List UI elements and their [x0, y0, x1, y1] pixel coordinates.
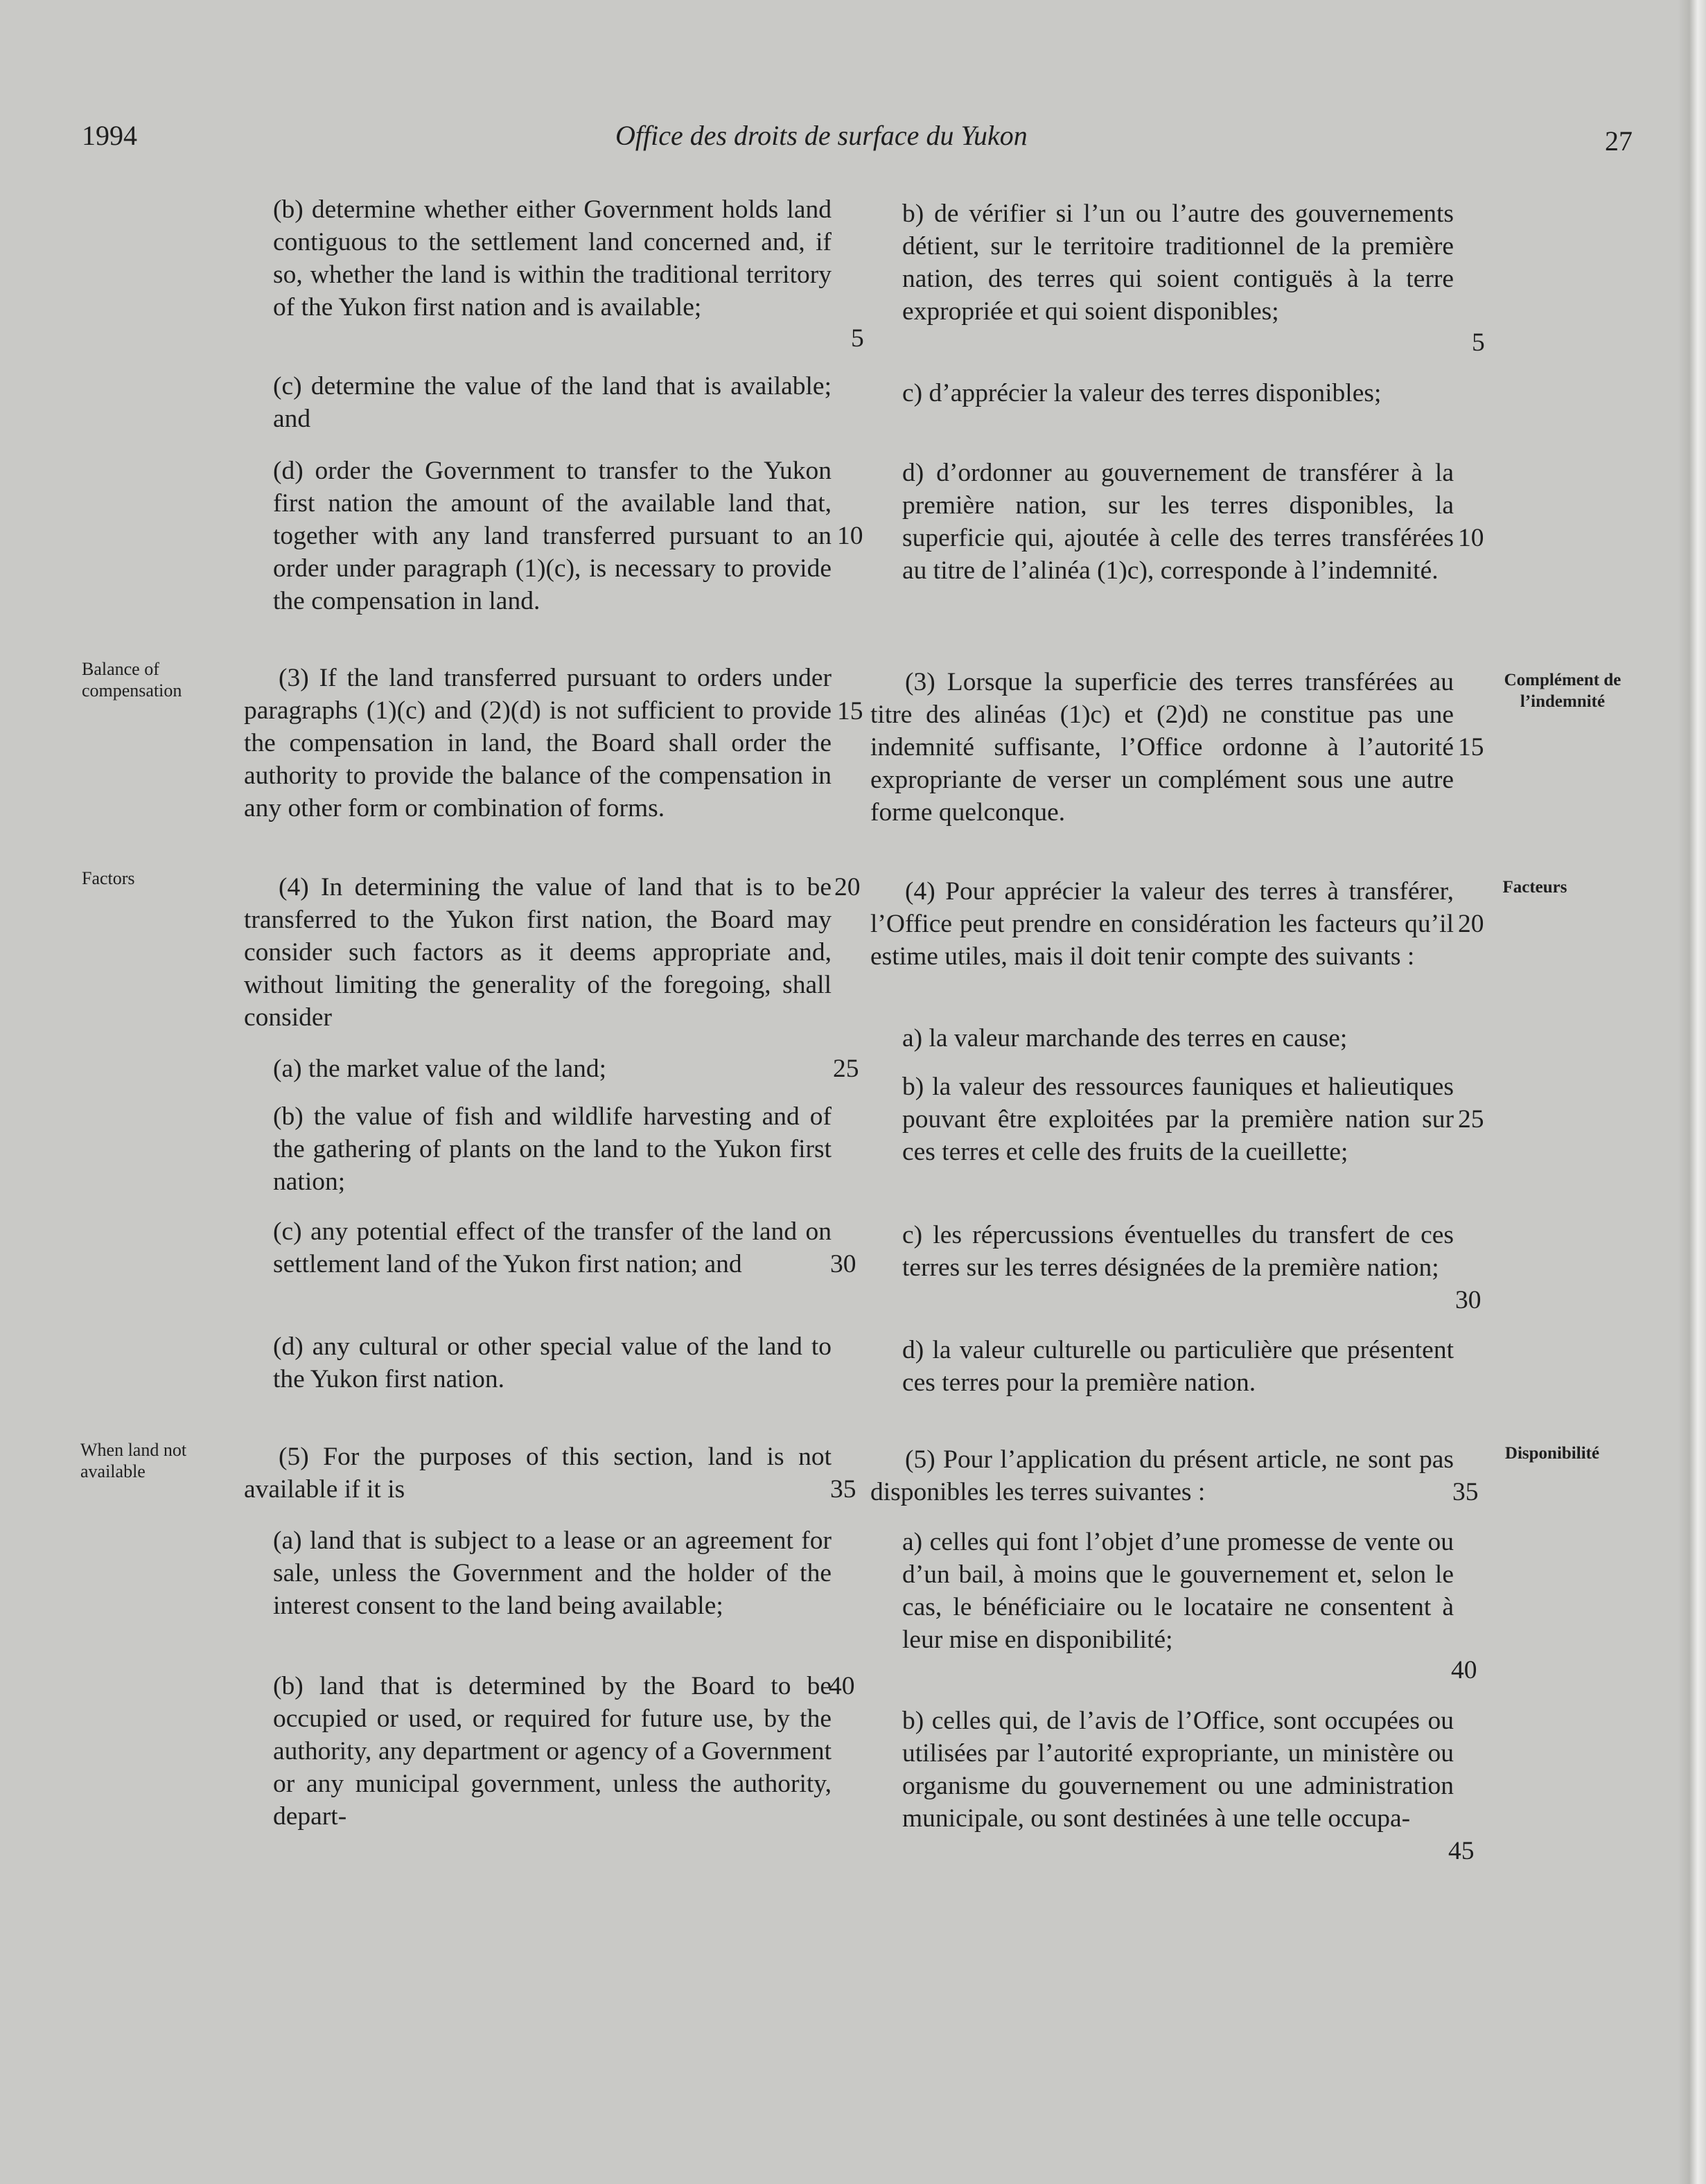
en-para-4d: (d) any cultural or other special value of the land to the Yukon first nation.: [273, 1332, 832, 1393]
en-subsection-5: (5) For the purposes of this section, land is not available if it is: [244, 1443, 832, 1504]
fr-subsection-3: (3) Lorsque la superficie des terres transférées au titre des alinéas (1)c) et (2)d) ne constitue pas une indemnité suffisante, l’Office ordonne à l’autorité expropriante de verser un complément sous une autre forme quelconque.: [870, 668, 1454, 827]
fr-para-c: c) d’apprécier la valeur des terres disponibles;: [902, 379, 1382, 407]
en-para-4c: (c) any potential effect of the transfer of the land on settlement land of the Yukon first nation; and: [273, 1217, 832, 1278]
fr-para-4a: a) la valeur marchande des terres en cause;: [902, 1024, 1348, 1053]
line-number-35: 35: [1452, 1478, 1479, 1506]
margin-note-factors: Factors: [82, 868, 135, 888]
margin-note-when-land-not-available: When land not available: [80, 1440, 187, 1481]
fr-para-4d: d) la valeur culturelle ou particulière que présentent ces terres pour la première nation.: [902, 1336, 1454, 1397]
margin-note-balance-of-compensation: Balance of compensation: [82, 659, 182, 701]
line-number-5: 5: [1472, 328, 1485, 357]
fr-para-4b: b) la valeur des ressources fauniques et halieutiques pouvant être exploitées par la première nation sur ces terres et celle des fruits de la cueillette;: [902, 1073, 1454, 1166]
margin-note-disponibilite: Disponibilité: [1504, 1444, 1600, 1463]
line-number-5: 5: [851, 324, 864, 353]
en-para-d: (d) order the Government to transfer to the Yukon first nation the amount of the available land that, together with any land transferred pursuant to an order under paragraph (1)(c), is necessary to provide the compensation in land.: [273, 457, 832, 615]
line-number-25: 25: [1458, 1105, 1484, 1134]
line-number-40: 40: [829, 1672, 855, 1700]
line-number-15: 15: [837, 697, 863, 725]
fr-para-4c: c) les répercussions éventuelles du transfert de ces terres sur les terres désignées de la première nation;: [902, 1221, 1454, 1282]
header-title: Office des droits de surface du Yukon: [615, 120, 1028, 151]
fr-para-b: b) de vérifier si l’un ou l’autre des gouvernements détient, sur le territoire traditionnel de la première nation, des terres qui soient contiguës à la terre expropriée et qui soient disponibles;: [902, 200, 1454, 326]
page-edge: [1678, 0, 1706, 2184]
en-subsection-3: (3) If the land transferred pursuant to orders under paragraphs (1)(c) and (2)(d) is not sufficient to provide the compensation in land, the Board shall order the authority to provide the balance of the compensation in any other form or combination of forms.: [244, 664, 832, 822]
line-number-30: 30: [1455, 1286, 1481, 1314]
line-number-15: 15: [1458, 733, 1484, 761]
fr-para-5b: b) celles qui, de l’avis de l’Office, sont occupées ou utilisées par l’autorité expropriante, un ministère ou organisme du gouvernement ou une administration municipale, ou sont destinées à une telle occupa-: [902, 1707, 1454, 1833]
line-number-30: 30: [830, 1250, 856, 1278]
fr-subsection-5: (5) Pour l’application du présent article, ne sont pas disponibles les terres suivantes :: [870, 1445, 1454, 1506]
fr-subsection-4: (4) Pour apprécier la valeur des terres à transférer, l’Office peut prendre en considération les facteurs qu’il estime utiles, mais il doit tenir compte des suivants :: [870, 877, 1454, 971]
line-number-40: 40: [1451, 1656, 1477, 1684]
line-number-10: 10: [837, 522, 863, 550]
line-number-45: 45: [1448, 1837, 1475, 1865]
margin-note-complement-indemnite: Complément de l’indemnité: [1504, 671, 1621, 711]
page-number: 27: [1605, 125, 1633, 157]
en-para-5b: (b) land that is determined by the Board to be occupied or used, or required for future use, by the authority, any department or agency of a Government or any municipal government, unless the authority, depart-: [273, 1672, 832, 1831]
en-para-b: (b) determine whether either Government holds land contiguous to the settlement land concerned and, if so, whether the land is within the traditional territory of the Yukon first nation and is available;: [273, 195, 832, 322]
header-year: 1994: [82, 120, 137, 151]
line-number-25: 25: [833, 1055, 859, 1083]
fr-para-5a: a) celles qui font l’objet d’une promesse de vente ou d’un bail, à moins que le gouvernement et, selon le cas, le bénéficiaire ou le locataire ne consentent à leur mise en disponibilité;: [902, 1528, 1454, 1654]
en-para-5a: (a) land that is subject to a lease or an agreement for sale, unless the Government and the holder of the interest consent to the land being available;: [273, 1526, 832, 1620]
margin-note-facteurs: Facteurs: [1502, 878, 1567, 897]
line-number-35: 35: [830, 1475, 856, 1504]
en-para-4a: (a) the market value of the land;: [273, 1055, 607, 1083]
en-subsection-4: (4) In determining the value of land that is to be transferred to the Yukon first nation, the Board may consider such factors as it deems appropriate and, without limiting the generality of the foregoing, shall consider: [244, 873, 832, 1032]
en-para-4b: (b) the value of fish and wildlife harvesting and of the gathering of plants on the land to the Yukon first nation;: [273, 1102, 832, 1196]
fr-para-d: d) d’ordonner au gouvernement de transférer à la première nation, sur les terres disponibles, la superficie qui, ajoutée à celle des terres transférées au titre de l’alinéa (1)c), corresponde à l’indemnité.: [902, 459, 1454, 585]
line-number-20: 20: [1458, 910, 1484, 938]
en-para-c: (c) determine the value of the land that is available; and: [273, 372, 832, 433]
line-number-10: 10: [1458, 524, 1484, 552]
line-number-20: 20: [834, 873, 861, 901]
